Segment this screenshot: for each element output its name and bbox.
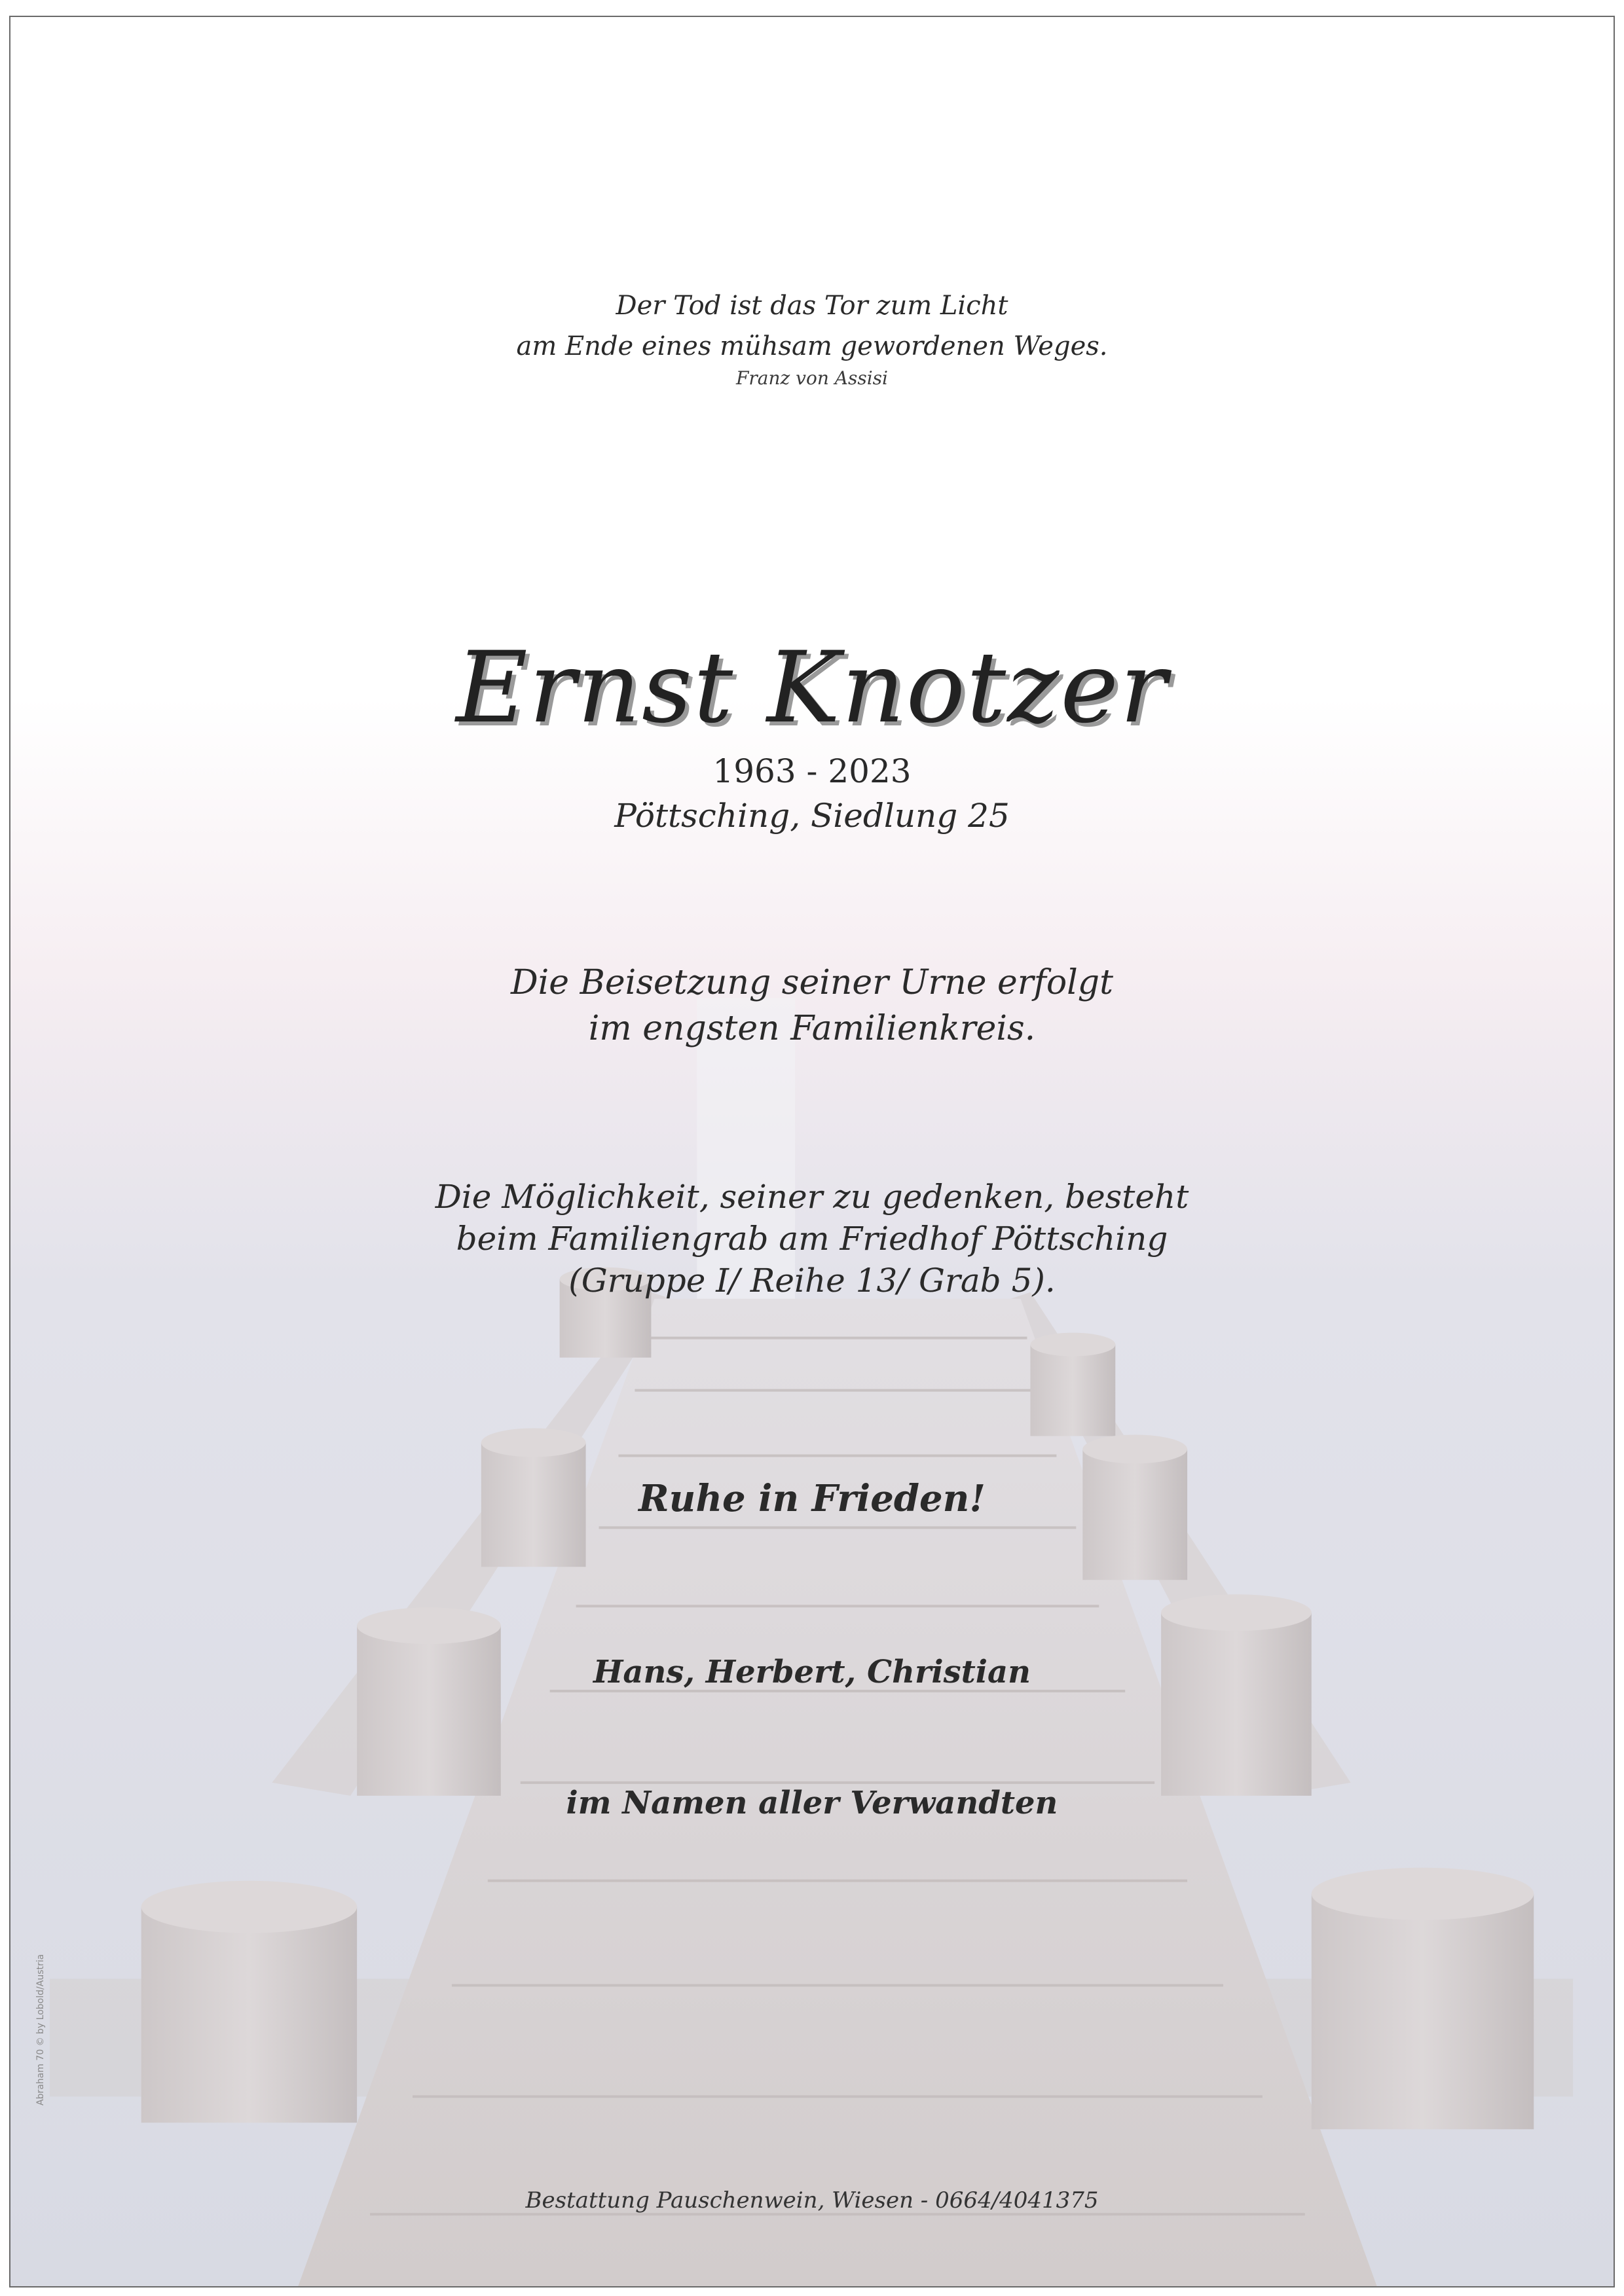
quote-block [10,285,1614,367]
obituary-sheet [9,16,1615,2287]
memorial-line-1: Die Möglichkeit, seiner zu gedenken, besteht [435,1178,1189,1216]
memorial-line-3: (Gruppe I/ Reihe 13/ Grab 5). [568,1262,1056,1300]
deceased-name: Ernst Knotzer [456,631,1168,745]
memorial-line-2: beim Familiengrab am Friedhof Pöttsching [456,1220,1168,1258]
burial-line-1: Die Beisetzung seiner Urne erfolgt [510,963,1113,1002]
quote-author: Franz von Assisi [735,367,889,389]
farewell-text: Ruhe in Frieden! [638,1477,986,1520]
burial-line-2: im engsten Familienkreis. [588,1009,1036,1048]
deceased-address: Pöttsching, Siedlung 25 [614,797,1010,835]
life-years: 1963 - 2023 [712,752,912,790]
memorial-notice [10,1176,1614,1302]
quote-line-2: am Ende eines mühsam gewordenen Weges. [516,331,1108,361]
funeral-home-footer: Bestattung Pauschenwein, Wiesen - 0664/4041375 [525,2187,1099,2214]
image-credit: Abraham 70 © by Lobold/Austria [35,1954,46,2105]
family-note: im Namen aller Verwandten [566,1785,1058,1821]
quote-line-1: Der Tod ist das Tor zum Licht [616,291,1008,321]
burial-notice [10,960,1614,1051]
mourners-names: Hans, Herbert, Christian [593,1654,1031,1690]
